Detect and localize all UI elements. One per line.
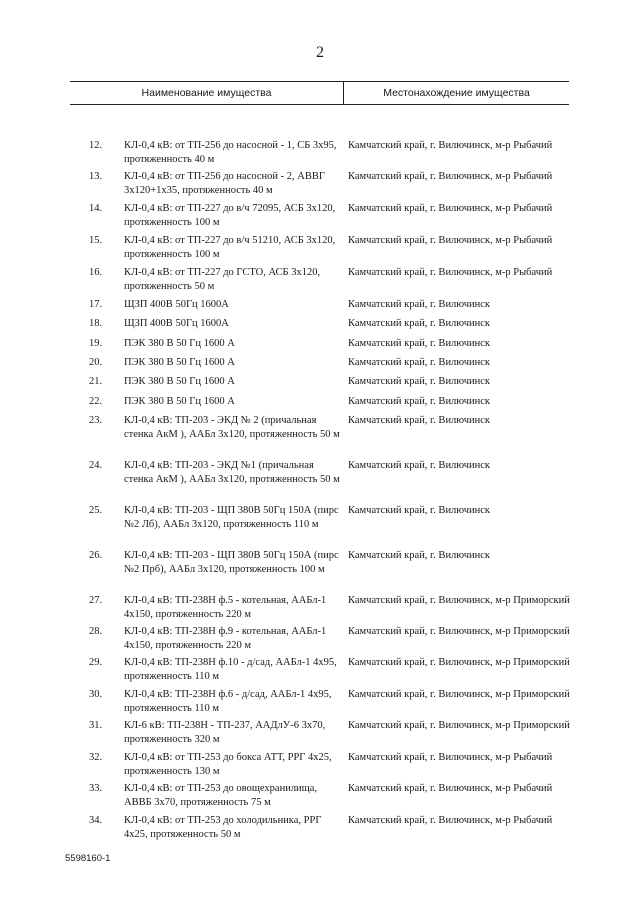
row-name: КЛ-0,4 кВ: от ТП-253 до овощехранилища, АВВБ 3х70, протяженность 75 м bbox=[124, 783, 318, 808]
row-number: 24. bbox=[89, 460, 103, 471]
row-number: 14. bbox=[89, 203, 103, 214]
table-header bbox=[70, 81, 569, 105]
row-number: 15. bbox=[89, 235, 103, 246]
row-name: КЛ-0,4 кВ: от ТП-227 до в/ч 51210, АСБ 3х120, протяженность 100 м bbox=[124, 235, 336, 260]
footer-code: 5598160-1 bbox=[65, 853, 111, 864]
row-location: Камчатский край, г. Вилючинск, м-р Рыбачий bbox=[348, 203, 553, 214]
row-location: Камчатский край, г. Вилючинск bbox=[348, 299, 491, 310]
row-location: Камчатский край, г. Вилючинск bbox=[348, 318, 491, 329]
row-number: 26. bbox=[89, 550, 103, 561]
row-location: Камчатский край, г. Вилючинск bbox=[348, 357, 491, 368]
row-number: 22. bbox=[89, 396, 103, 407]
row-number: 31. bbox=[89, 720, 103, 731]
row-location: Камчатский край, г. Вилючинск, м-р Рыбачий bbox=[348, 783, 553, 794]
row-name: ПЭК 380 В 50 Гц 1600 А bbox=[124, 338, 235, 349]
row-name: КЛ-0,4 кВ: от ТП-256 до насосной - 2, АВВГ 3х120+1х35, протяженность 40 м bbox=[124, 171, 325, 196]
row-name: КЛ-0,4 кВ: ТП-203 - ЩП 380В 50Гц 150А (пирс №2 Лб), ААБл 3х120, протяженность 110 м bbox=[124, 505, 339, 530]
row-number: 28. bbox=[89, 626, 103, 637]
row-name: ЩЗП 400В 50Гц 1600А bbox=[124, 299, 229, 310]
row-number: 25. bbox=[89, 505, 103, 516]
header-name: Наименование имущества bbox=[70, 82, 344, 104]
row-name: КЛ-0,4 кВ: от ТП-256 до насосной - 1, СБ 3х95, протяженность 40 м bbox=[124, 140, 337, 165]
row-location: Камчатский край, г. Вилючинск bbox=[348, 415, 491, 426]
row-number: 21. bbox=[89, 376, 103, 387]
row-name: КЛ-0,4 кВ: ТП-238Н ф.9 - котельная, ААБл-1 4х150, протяженность 220 м bbox=[124, 626, 327, 651]
row-name: ПЭК 380 В 50 Гц 1600 А bbox=[124, 376, 235, 387]
row-name: КЛ-0,4 кВ: от ТП-253 до бокса АТТ, РРГ 4х25, протяженность 130 м bbox=[124, 752, 332, 777]
row-number: 17. bbox=[89, 299, 103, 310]
row-location: Камчатский край, г. Вилючинск, м-р Рыбачий bbox=[348, 235, 553, 246]
row-name: КЛ-6 кВ: ТП-238Н - ТП-237, ААДлУ-6 3х70, протяженность 320 м bbox=[124, 720, 326, 745]
row-number: 20. bbox=[89, 357, 103, 368]
row-number: 23. bbox=[89, 415, 103, 426]
row-name: КЛ-0,4 кВ: ТП-238Н ф.6 - д/сад, ААБл-1 4х95, протяженность 110 м bbox=[124, 689, 332, 714]
row-location: Камчатский край, г. Вилючинск bbox=[348, 550, 491, 561]
row-number: 30. bbox=[89, 689, 103, 700]
row-location: Камчатский край, г. Вилючинск bbox=[348, 460, 491, 471]
row-location: Камчатский край, г. Вилючинск, м-р Рыбачий bbox=[348, 267, 553, 278]
row-number: 19. bbox=[89, 338, 103, 349]
row-number: 18. bbox=[89, 318, 103, 329]
row-name: КЛ-0,4 кВ: ТП-203 - ЩП 380В 50Гц 150А (пирс №2 Прб), ААБл 3х120, протяженность 100 м bbox=[124, 550, 339, 575]
row-location: Камчатский край, г. Вилючинск, м-р Приморский bbox=[348, 595, 570, 606]
header-location: Местонахождение имущества bbox=[383, 87, 530, 99]
row-location: Камчатский край, г. Вилючинск bbox=[348, 396, 491, 407]
row-location: Камчатский край, г. Вилючинск, м-р Приморский bbox=[348, 657, 570, 668]
row-name: ЩЗП 400В 50Гц 1600А bbox=[124, 318, 229, 329]
row-name: КЛ-0,4 кВ: ТП-203 - ЭКД №1 (причальная стенка АкМ ), ААБл 3х120, протяженность 50 м bbox=[124, 460, 340, 485]
row-name: КЛ-0,4 кВ: ТП-203 - ЭКД № 2 (причальная стенка АкМ ), ААБл 3х120, протяженность 50 м bbox=[124, 415, 340, 440]
row-location: Камчатский край, г. Вилючинск, м-р Рыбачий bbox=[348, 815, 553, 826]
row-name: ПЭК 380 В 50 Гц 1600 А bbox=[124, 357, 235, 368]
row-number: 33. bbox=[89, 783, 103, 794]
row-name: КЛ-0,4 кВ: от ТП-227 до в/ч 72095, АСБ 3х120, протяженность 100 м bbox=[124, 203, 336, 228]
row-location: Камчатский край, г. Вилючинск bbox=[348, 338, 491, 349]
row-number: 29. bbox=[89, 657, 103, 668]
property-table bbox=[70, 81, 570, 840]
row-number: 32. bbox=[89, 752, 103, 763]
row-location: Камчатский край, г. Вилючинск, м-р Рыбачий bbox=[348, 171, 553, 182]
row-number: 16. bbox=[89, 267, 103, 278]
row-name: КЛ-0,4 кВ: ТП-238Н ф.10 - д/сад, ААБл-1 4х95, протяженность 110 м bbox=[124, 657, 337, 682]
row-name: ПЭК 380 В 50 Гц 1600 А bbox=[124, 396, 235, 407]
row-name: КЛ-0,4 кВ: от ТП-227 до ГСТО, АСБ 3х120, протяженность 50 м bbox=[124, 267, 321, 292]
row-number: 34. bbox=[89, 815, 103, 826]
row-location: Камчатский край, г. Вилючинск, м-р Рыбачий bbox=[348, 140, 553, 151]
page-number: 2 bbox=[316, 44, 324, 61]
row-name: КЛ-0,4 кВ: ТП-238Н ф.5 - котельная, ААБл-1 4х150, протяженность 220 м bbox=[124, 595, 327, 620]
row-location: Камчатский край, г. Вилючинск, м-р Приморский bbox=[348, 626, 570, 637]
row-location: Камчатский край, г. Вилючинск, м-р Приморский bbox=[348, 689, 570, 700]
row-number: 12. bbox=[89, 140, 103, 151]
row-number: 13. bbox=[89, 171, 103, 182]
row-location: Камчатский край, г. Вилючинск bbox=[348, 505, 491, 516]
row-number: 27. bbox=[89, 595, 103, 606]
row-location: Камчатский край, г. Вилючинск, м-р Рыбачий bbox=[348, 752, 553, 763]
row-name: КЛ-0,4 кВ: от ТП-253 до холодильника, РРГ 4х25, протяженность 50 м bbox=[124, 815, 322, 840]
row-location: Камчатский край, г. Вилючинск, м-р Приморский bbox=[348, 720, 570, 731]
row-location: Камчатский край, г. Вилючинск bbox=[348, 376, 491, 387]
